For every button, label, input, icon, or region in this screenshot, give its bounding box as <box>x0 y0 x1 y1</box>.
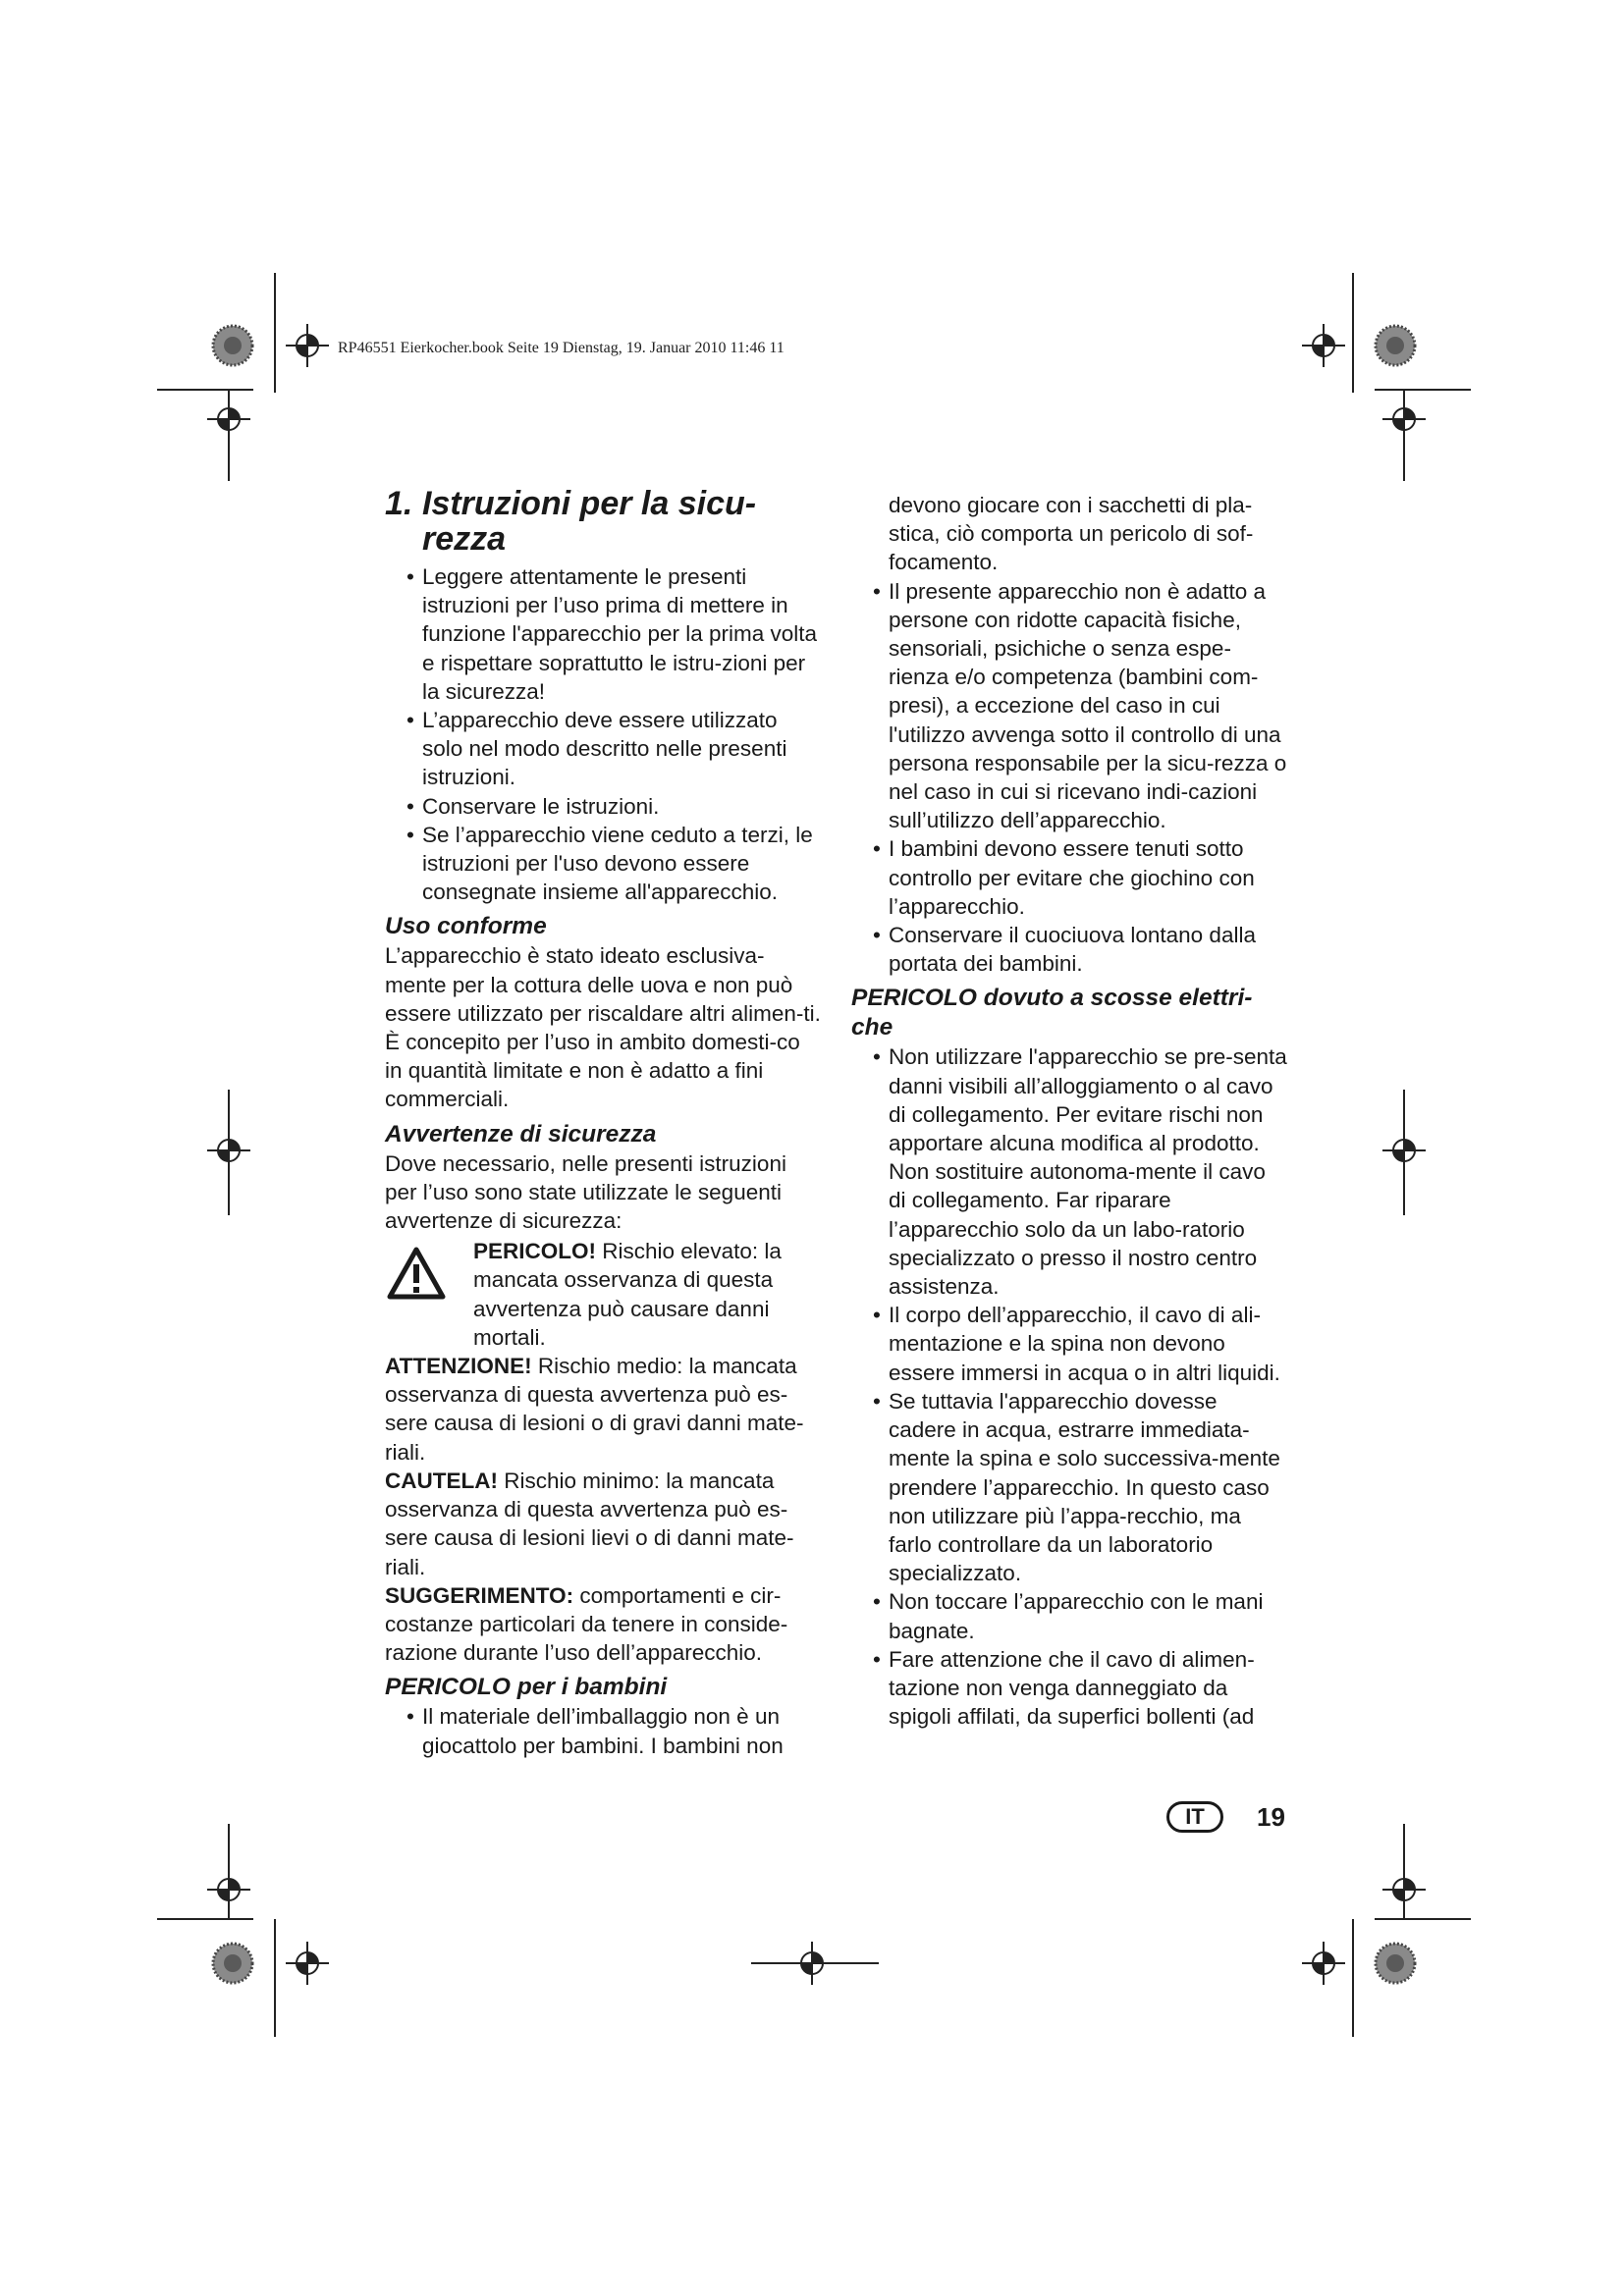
scosse-elettriche-heading: PERICOLO dovuto a scosse elettri-che <box>851 985 1253 1041</box>
crosshair-mark <box>286 1942 329 1985</box>
scosse-bullet-4: • Non toccare l’apparecchio con le mani bagnate. <box>851 1587 1288 1644</box>
uso-conforme-text: L’apparecchio è stato ideato esclusiva-mente per la cottura delle uova e non può essere utilizzato per riscaldare altri alimen-ti. È concepito per l’uso in ambito domesti-co in quantità limitate e non è adatto a fini commerciali. <box>385 943 821 1112</box>
print-slug: RP46551 Eierkocher.book Seite 19 Dienstag, 19. Januar 2010 11:46 11 <box>338 340 785 356</box>
suggerimento-label: SUGGERIMENTO: <box>385 1582 574 1608</box>
attenzione-text: Rischio medio: la mancata osservanza di questa avvertenza può es-sere causa di lesioni o di gravi danni mate-riali. <box>385 1354 804 1465</box>
crosshair-mark <box>1302 1942 1345 1985</box>
crosshair-mark <box>1302 324 1345 367</box>
bambini-bullet-3: • I bambini devono essere tenuti sotto controllo per evitare che giochino con l’apparecchio. <box>851 834 1288 921</box>
crosshair-mark <box>286 324 329 367</box>
right-column <box>851 491 1288 1731</box>
intro-bullet-3: • Conservare le istruzioni. <box>385 792 822 821</box>
warning-triangle-icon <box>387 1247 446 1300</box>
pericolo-bambini-heading: PERICOLO per i bambini <box>385 1674 668 1701</box>
intro-bullet-4: • Se l’apparecchio viene ceduto a terzi, le istruzioni per l'uso devono essere consegnate insieme all'apparecchio. <box>385 821 822 907</box>
cautela-label: CAUTELA! <box>385 1468 498 1493</box>
scosse-bullet-5: • Fare attenzione che il cavo di alimen-tazione non venga danneggiato da spigoli affilati, da superfici bollenti (ad <box>851 1645 1288 1732</box>
avvertenze-heading: Avvertenze di sicurezza <box>385 1120 657 1148</box>
bambini-bullet-2: • Il presente apparecchio non è adatto a persone con ridotte capacità fisiche, sensoriali, psichiche o senza espe-rienza e/o competenza (bambini com-presi), a eccezione del caso in cui l'utilizzo avvenga sotto il controllo di una persona responsabile per la sicu-rezza o nel caso in cui si ricevano indi-cazioni sull’utilizzo dell’apparecchio. <box>851 577 1288 835</box>
pericolo-text: Rischio elevato: la mancata osservanza di questa avvertenza può causare danni mortali. <box>473 1239 782 1350</box>
scosse-bullet-2: • Il corpo dell’apparecchio, il cavo di ali-mentazione e la spina non devono essere immersi in acqua o in altri liquidi. <box>851 1301 1288 1387</box>
rosette-mark-bottom-right <box>1376 1944 1415 1983</box>
pericolo-warning <box>385 1237 822 1352</box>
bambini-bullet-1: • Il materiale dell’imballaggio non è un giocattolo per bambini. I bambini non <box>385 1702 822 1759</box>
rosette-mark-top-left <box>213 326 252 365</box>
cautela-text: Rischio minimo: la mancata osservanza di questa avvertenza può es-sere causa di lesioni lievi o di danni mate-riali. <box>385 1468 794 1579</box>
uso-conforme-heading: Uso conforme <box>385 913 547 940</box>
suggerimento-paragraph <box>385 1581 822 1668</box>
attenzione-label: ATTENZIONE! <box>385 1354 532 1379</box>
rosette-mark-top-right <box>1376 326 1415 365</box>
cautela-paragraph <box>385 1467 822 1581</box>
title-line-1: Istruzioni per la sicu- <box>422 485 757 522</box>
bambini-bullet-1-continued: devono giocare con i sacchetti di pla-stica, ciò comporta un pericolo di sof-focamento. <box>889 493 1254 575</box>
suggerimento-text: comportamenti e cir-costanze particolari da tenere in conside-razione durante l’uso dell’apparecchio. <box>385 1582 788 1666</box>
avvertenze-text: Dove necessario, nelle presenti istruzioni per l’uso sono state utilizzate le seguenti avvertenze di sicurezza: <box>385 1150 786 1234</box>
scosse-bullet-1: • Non utilizzare l'apparecchio se pre-senta danni visibili all’alloggiamento o al cavo di collegamento. Per evitare rischi non apportare alcuna modifica al prodotto. Non sostituire autonoma-mente il cavo di collegamento. Far riparare l’apparecchio solo da un labo-ratorio specializzato o presso il nostro centro assistenza. <box>851 1042 1288 1301</box>
page-number: 19 <box>1257 1802 1285 1832</box>
rosette-mark-bottom-left <box>213 1944 252 1983</box>
title-line-2: rezza <box>422 520 507 558</box>
pericolo-label: PERICOLO! <box>473 1239 597 1264</box>
intro-bullet-1: • Leggere attentamente le presenti istruzioni per l’uso prima di mettere in funzione l'apparecchio per la prima volta e rispettare soprattutto le istru-zioni per la sicurezza! <box>385 562 822 706</box>
title-number: 1. <box>385 485 413 522</box>
attenzione-paragraph <box>385 1352 822 1467</box>
bambini-bullet-4: • Conservare il cuociuova lontano dalla portata dei bambini. <box>851 921 1288 978</box>
intro-bullet-2: • L’apparecchio deve essere utilizzato solo nel modo descritto nelle presenti istruzioni. <box>385 706 822 792</box>
left-column <box>385 486 822 1760</box>
scosse-bullet-3: • Se tuttavia l'apparecchio dovesse cadere in acqua, estrarre immediata-mente la spina e solo successiva-mente prendere l’apparecchio. In questo caso non utilizzare più l’appa-recchio, ma farlo controllare da un laboratorio specializzato. <box>851 1387 1288 1587</box>
page-title <box>385 486 822 557</box>
language-badge: IT <box>1166 1801 1223 1833</box>
